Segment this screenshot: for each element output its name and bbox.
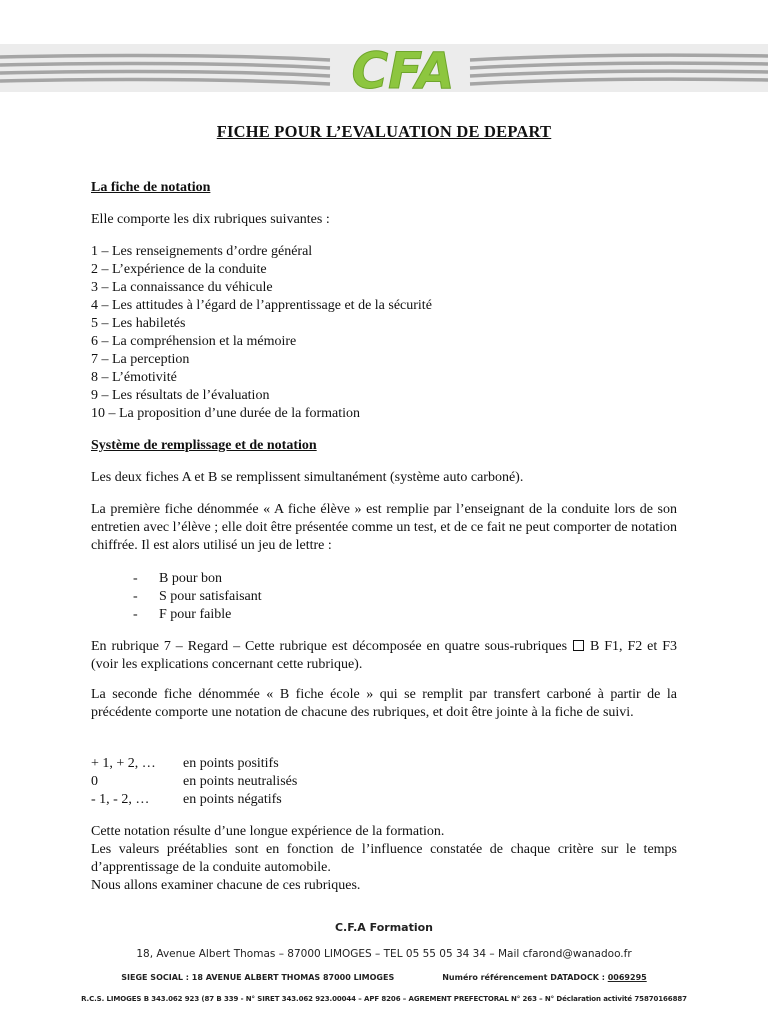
section1-intro: Elle comporte les dix rubriques suivantes : <box>91 212 330 227</box>
footer-org: C.F.A Formation <box>334 921 434 934</box>
list-item: - B pour bon <box>133 571 222 586</box>
footer-address: 18, Avenue Albert Thomas – 87000 LIMOGES – TEL 05 55 05 34 34 – Mail cfarond@wanadoo.fr <box>136 948 632 960</box>
footer-legal: R.C.S. LIMOGES B 343.062 923 (87 B 339 - N° SIRET 343.062 923.00044 – APF 8206 – AGREMENT PREFECTORAL N° 263 – N° Déclaration activité 75870166887 <box>81 995 687 1003</box>
list-item: 1 – Les renseignements d’ordre général <box>91 244 313 259</box>
logo-text: CFA <box>351 42 455 95</box>
points-row: 0 en points neutralisés <box>91 774 298 789</box>
footer-siege: SIEGE SOCIAL : 18 AVENUE ALBERT THOMAS 87000 LIMOGES Numéro référencement DATADOCK : 0069295 <box>121 973 647 982</box>
list-item: 3 – La connaissance du véhicule <box>91 280 273 295</box>
points-table <box>91 755 297 809</box>
rubriques-list <box>91 243 432 423</box>
letter-list <box>133 570 262 624</box>
section-heading-remplissage: Système de remplissage et de notation <box>91 438 317 453</box>
list-item: 2 – L’expérience de la conduite <box>91 262 267 277</box>
paragraph-fiche-eleve: La première fiche dénommée « A fiche élève » est remplie par l’enseignant de la conduite lors de son entretien avec l’élève ; elle doit être présentée comme un test, et de ce fait ne peut comporter de notation chiffrée. Il est alors utilisé un jeu de lettre : <box>91 502 677 553</box>
list-item: - S pour satisfaisant <box>133 589 262 604</box>
cfa-logo <box>333 41 473 95</box>
closing-paragraph: Cette notation résulte d’une longue expérience de la formation. Les valeurs préétablies sont en fonction de l’influence constatée de chaque critère sur le temps d’apprentissage de la conduite automobile. Nous allons examiner chacune de ces rubriques. <box>91 824 677 893</box>
paragraph-fiche-ecole: La seconde fiche dénommée « B fiche école » qui se remplit par transfert carboné à partir de la précédente comporte une notation de chacune des rubriques, et doit être jointe à la fiche de suivi. <box>91 687 677 720</box>
checkbox-icon <box>573 640 584 651</box>
list-item: 10 – La proposition d’une durée de la formation <box>91 406 361 421</box>
list-item: 9 – Les résultats de l’évaluation <box>91 388 270 403</box>
list-item: 4 – Les attitudes à l’égard de l’apprentissage et de la sécurité <box>91 298 432 313</box>
list-item: 6 – La compréhension et la mémoire <box>91 334 297 349</box>
list-item: 8 – L’émotivité <box>91 370 177 385</box>
list-item: 7 – La perception <box>91 352 190 367</box>
points-row: + 1, + 2, … en points positifs <box>91 756 279 771</box>
paragraph-rubrique-7: En rubrique 7 – Regard – Cette rubrique est décomposée en quatre sous-rubriques B F1, F2 et F3 (voir les explications concernant cette rubrique). <box>91 639 678 672</box>
paragraph-fiches: Les deux fiches A et B se remplissent simultanément (système auto carboné). <box>91 470 524 485</box>
list-item: - F pour faible <box>133 607 232 622</box>
list-item: 5 – Les habiletés <box>91 316 186 331</box>
page-title: FICHE POUR L’EVALUATION DE DEPART <box>216 122 552 141</box>
section-heading-notation: La fiche de notation <box>91 180 211 195</box>
points-row: - 1, - 2, … en points négatifs <box>91 792 282 807</box>
